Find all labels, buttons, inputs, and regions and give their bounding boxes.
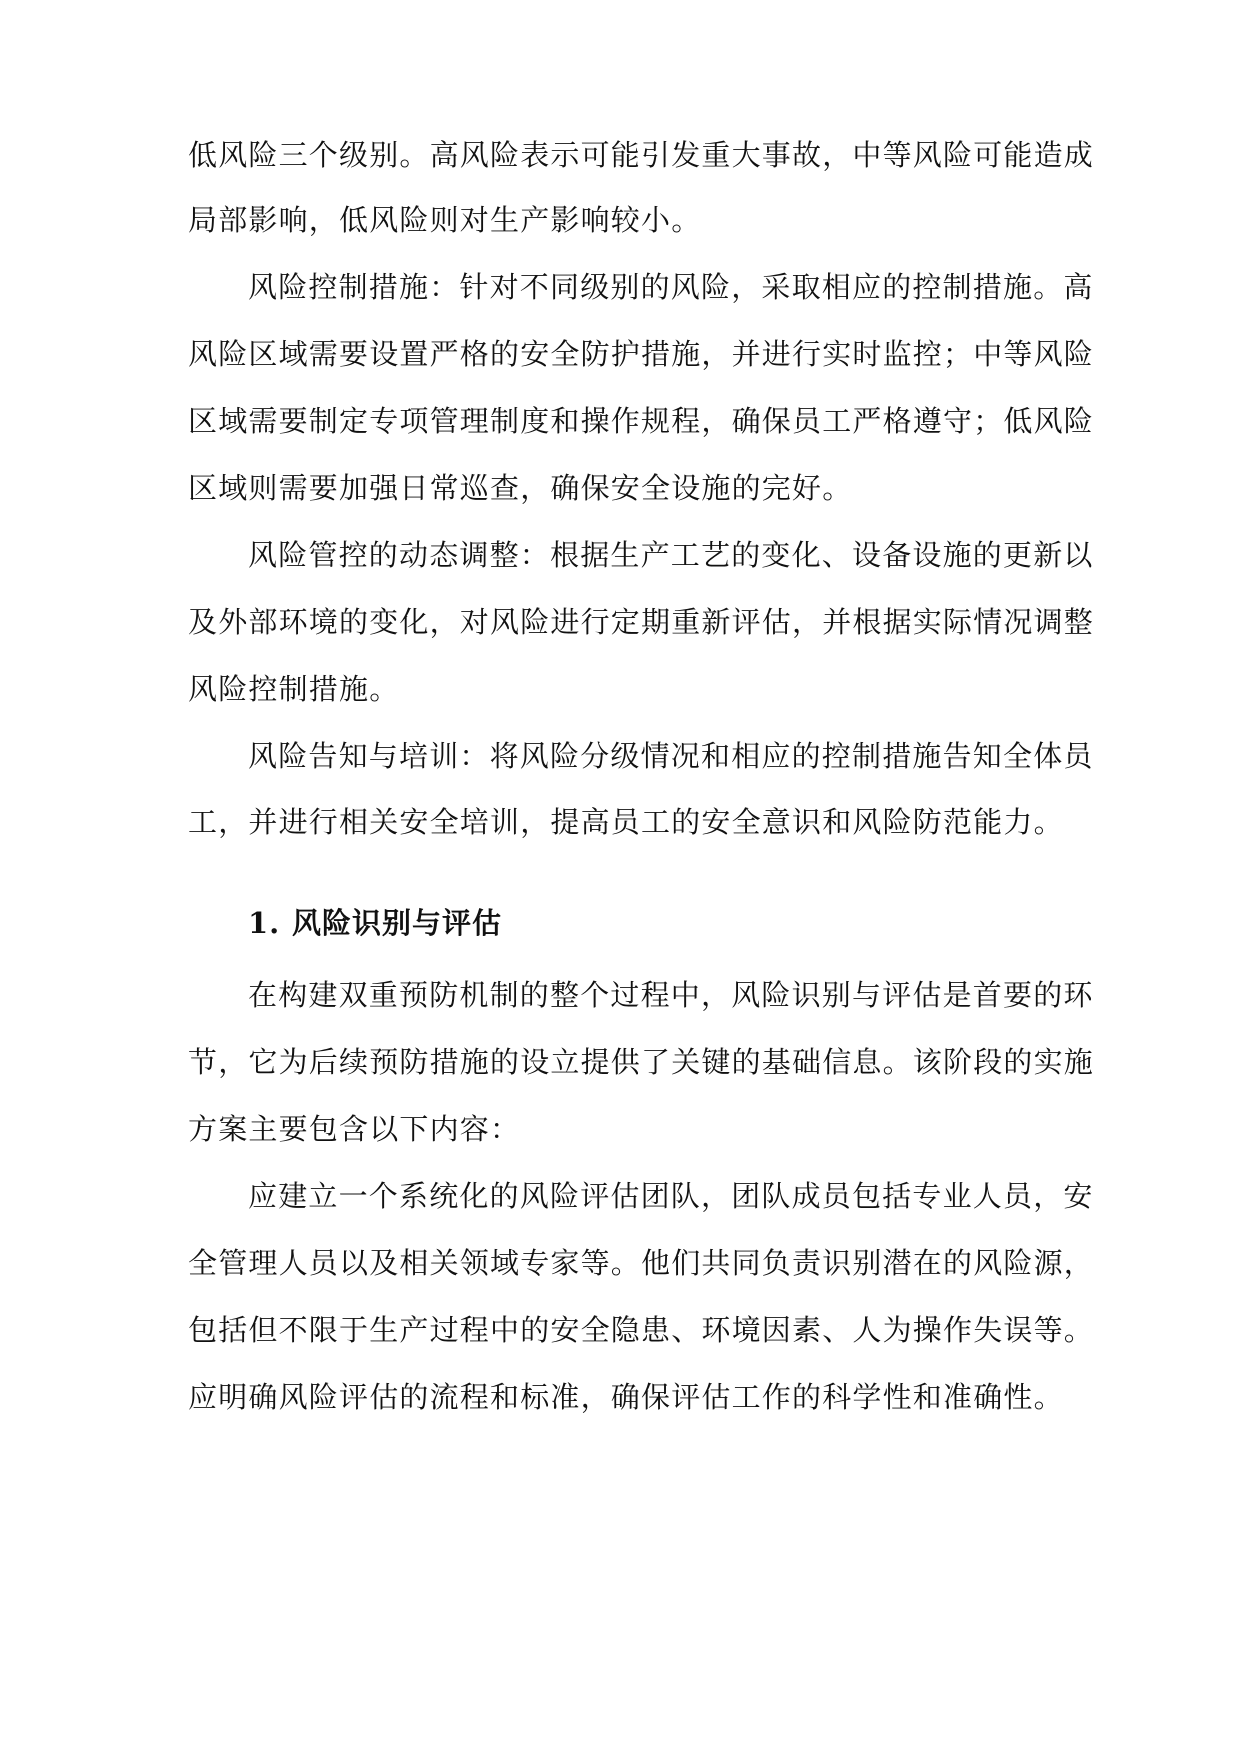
section-heading	[248, 903, 1058, 943]
paragraph-line: 全管理人员以及相关领域专家等。他们共同负责识别潜在的风险源，	[188, 1246, 1095, 1280]
paragraph-line: 区域则需要加强日常巡查，确保安全设施的完好。	[188, 471, 853, 505]
paragraph-line: 风险控制措施。	[188, 672, 400, 706]
paragraph-line: 风险管控的动态调整：根据生产工艺的变化、设备设施的更新以	[248, 538, 1094, 572]
paragraph-line: 风险区域需要设置严格的安全防护措施，并进行实时监控；中等风险	[188, 337, 1095, 371]
section-number: 1.	[248, 906, 281, 940]
paragraph-line: 方案主要包含以下内容：	[188, 1112, 521, 1146]
paragraph-line: 风险控制措施：针对不同级别的风险，采取相应的控制措施。高	[248, 270, 1094, 304]
paragraph-line: 低风险三个级别。高风险表示可能引发重大事故，中等风险可能造成	[188, 138, 1095, 172]
paragraph-line: 及外部环境的变化，对风险进行定期重新评估，并根据实际情况调整	[188, 605, 1095, 639]
paragraph-line: 风险告知与培训：将风险分级情况和相应的控制措施告知全体员	[248, 739, 1094, 773]
paragraph-line: 局部影响，低风险则对生产影响较小。	[188, 203, 702, 237]
section-title: 风险识别与评估	[292, 906, 503, 940]
paragraph-line: 应明确风险评估的流程和标准，确保评估工作的科学性和准确性。	[188, 1380, 1064, 1414]
paragraph-line: 包括但不限于生产过程中的安全隐患、环境因素、人为操作失误等。	[188, 1313, 1095, 1347]
paragraph-line: 在构建双重预防机制的整个过程中，风险识别与评估是首要的环	[248, 978, 1094, 1012]
paragraph-line: 应建立一个系统化的风险评估团队，团队成员包括专业人员，安	[248, 1179, 1094, 1213]
paragraph-line: 节，它为后续预防措施的设立提供了关键的基础信息。该阶段的实施	[188, 1045, 1095, 1079]
paragraph-line: 工，并进行相关安全培训，提高员工的安全意识和风险防范能力。	[188, 805, 1064, 839]
paragraph-line: 区域需要制定专项管理制度和操作规程，确保员工严格遵守；低风险	[188, 404, 1095, 438]
